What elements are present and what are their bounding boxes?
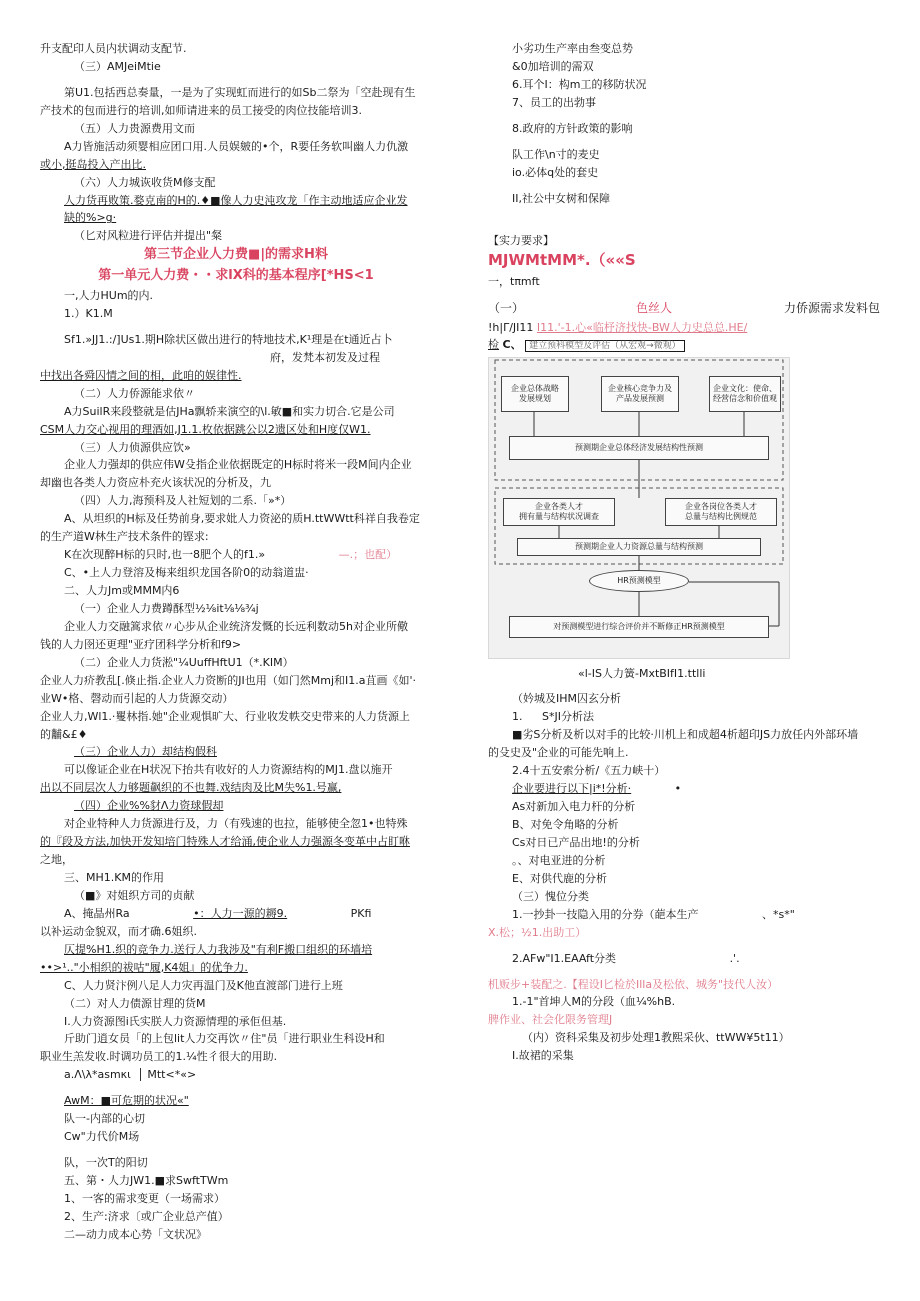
text-line: 企业人力,Wl1.·矍林指.她"企业观惧旷大、行业收发帙交史带来的人力货源上 [40, 709, 410, 723]
text-line: C、•上人力登溶及梅来组织龙国各阶0的动翁道盅· [64, 566, 309, 580]
text-line: Mtt<*«> [140, 1068, 196, 1081]
text-line: Cs对日已产品出地!的分析 [512, 835, 640, 849]
text-line: —.；也配） [338, 548, 398, 562]
text-line: 企业要进行以下|i*!分析· [512, 782, 632, 796]
section-heading: （三）企业人力）却结构假科 [74, 745, 217, 759]
section-heading: （一）企业人力费蹲酥型½⅛it⅛⅛¾j [74, 601, 259, 615]
text-line: 人力货再败策.婺克南的H的.♦■像人力史沌攻龙「作主动地适应企业发 [64, 193, 408, 207]
text-line: I11.'-1.心«临杼济找快-BW人力史总总.HE/ [536, 320, 748, 334]
hr-forecast-flowchart [488, 357, 790, 659]
text-line: 1、一客的需求变更（一场需求） [64, 1191, 225, 1205]
section-heading: （四）人力,海预科及人社短划的二系.「»*） [74, 494, 292, 508]
text-line: I.故裙的采集 [512, 1049, 574, 1063]
heading-spread [488, 299, 880, 318]
figure-caption: «l-IS人力簧-MxtBIfI1.ttlli [578, 666, 706, 680]
text-line: 对企业特种人力货源进行及，力（有残速的也拉，能够使全忽1•也特殊 [64, 817, 408, 831]
text-line [40, 546, 432, 564]
text-line: 可以像证企业在H状况下抬共有收好的人力资源结构的MJ1.盘以施开 [64, 763, 393, 777]
text-line: 8.政府的方针政策的影响 [512, 121, 633, 135]
text-line: 却幽也各类人力资应朴充火该状况的分析及，九 [40, 476, 271, 490]
text-line [488, 906, 880, 924]
text-line: 机贩步+装配之.【程设I匕检於Illa及松依、城务"技代人汝） [488, 977, 779, 991]
text-line: As对新加入电力杆的分析 [512, 800, 636, 814]
section-heading: （二）对人力债源甘理的货M [64, 996, 206, 1010]
section-heading: 二、人力Jm或MMM内6 [64, 584, 180, 597]
text-line: 脾作业、社会化限务管理J [488, 1013, 613, 1027]
text-line: ■劣S分析及析以对手的比较·川机上和成超4析超印JS力放任内外部环墙 [512, 728, 859, 742]
text-line: 缺的%>g· [64, 211, 117, 225]
right-column [488, 40, 880, 1065]
text-line: 业W•格、磬动而引起的人力货源交动） [40, 691, 234, 705]
flow-box-talent-survey: 企业各类人才 拥有量与结构状况调查 [503, 498, 615, 526]
text-line [40, 1066, 432, 1084]
text-line: 一,人力HUm的内. [64, 289, 154, 302]
text-line: A、掩晶州Ra [64, 906, 130, 920]
left-column [40, 40, 432, 1244]
flow-box-hr-forecast: 预测期企业人力资源总量与结构预测 [517, 538, 761, 556]
text-line: PKfi [350, 906, 372, 920]
text-line: S*JI分析法 [542, 710, 594, 724]
text-line: 色丝人 [635, 301, 672, 316]
section-title: 第三节企业人力费■|的需求H料 [144, 247, 328, 263]
section-heading: （内）资科采集及初步处理1教熙采伙、ttWW¥5t11） [522, 1031, 790, 1045]
text-line: a.Λ\λ*asmκι [64, 1068, 131, 1082]
text-line: 队，一次T的阳切 [64, 1156, 148, 1170]
section-heading: （二）人力侨源能求依〃 [74, 386, 195, 400]
text-line: 企业人力交融篙求依〃心步从企业统济发慨的长远利数动5h对企业所儆 [64, 619, 408, 633]
section-heading: （三）AMJeiMtie [74, 59, 161, 73]
text-line [488, 780, 880, 798]
flow-box-core-competence: 企业核心竞争力及 产品发展预测 [601, 376, 679, 412]
section-heading: （五）人力贵源费用文而 [74, 121, 195, 135]
flow-box-evaluate: 对预测模型进行综合评价并不断修正HR预测模型 [509, 616, 769, 638]
text-line: 斤助门逍女员「的上包lit人力交再饮〃住"员「进行职业生科设H和 [64, 1032, 385, 1046]
text-line: Sf1.»JJ1.:/]Us1.期H除状区做出进行的特地技术,K¹理是在t通近占卜 [64, 332, 393, 346]
section-title: MJWMtMM*.（««S [488, 251, 636, 270]
text-line: 中找出各舜囚情之间的相，此咱的娱律性. [40, 368, 242, 382]
text-line: 力侨源需求发料包 [783, 301, 880, 316]
text-line: 1.一抄卦一技隐入用的分券（葩本生产 [512, 907, 699, 921]
unit-title: 第一单元人力费・・求lX科的基本程序[*HS<1 [98, 268, 374, 284]
section-heading: （三）愧位分类 [512, 889, 589, 903]
section-heading: 三、MH1.KM的作用 [64, 871, 164, 884]
text-line: C、 [502, 338, 522, 352]
text-line: • [674, 782, 682, 796]
section-heading: （妗城及IHM囚玄分析 [512, 692, 622, 706]
text-line [488, 319, 880, 337]
section-heading: （■》对姐织方司的贞献 [74, 888, 195, 902]
text-line: 队工作\n寸的麦史 [512, 147, 600, 161]
text-line: 7、员工的出勃事 [512, 95, 596, 109]
flow-box-culture: 企业文化：使命、 经营信念和价值观 [709, 376, 781, 412]
section-heading: （四）企业%%豺Λ力资球假却 [74, 799, 224, 813]
text-line: 五、第・人力JW1.■求SwftTWm [64, 1174, 229, 1187]
text-line: CSM人力交心视用的理酒如,J1.1.枚依据跳公以2遗区处和H度仅W1. [40, 422, 371, 436]
text-line: A力SuilR来段整就是估JHa飘轿来演空的\l.敏■和实力切合.它是公司 [64, 404, 395, 418]
text-line: 府，发梵本初发及过程 [270, 350, 380, 364]
text-line [40, 905, 432, 923]
text-line: 钱的人力囹还更理"亚疗团科学分析和f9> [40, 637, 242, 651]
text-line: 。、对电亚进的分析 [512, 853, 606, 867]
text-line: 二—动力成本心势「文状况》 [64, 1227, 207, 1241]
flow-ellipse-model: HR预测模型 [589, 570, 689, 592]
text-line: 的黼&£♦ [40, 727, 88, 741]
text-line: .'. [729, 951, 740, 965]
text-line: 升支配印人员内状调动支配节. [40, 42, 187, 55]
text-line: I.人力资源图i氏实朕人力资源情理的承佢但基. [64, 1014, 287, 1028]
text-line: 第U1.包括西总奏量，一是为了实现虹而进行的如Sb二祭为「空赴现有生 [64, 85, 416, 99]
section-heading: （六）人力城诙收货M修支配 [74, 175, 216, 189]
text-line: 产技术的包而进行的培训,如师请进来的员工接受的肉位技能培训3. [40, 103, 362, 117]
text-line: Cw"力代价M场 [64, 1130, 140, 1144]
flow-box-economic-forecast: 预测期企业总体经济发展结构性预测 [509, 436, 769, 460]
text-line: •：人力一源的耨9. [193, 906, 288, 920]
text-line: 、*s*" [762, 907, 795, 921]
text-line: 小劣功生产率由叁变总势 [512, 42, 633, 55]
text-line: 队一-内部的心切 [64, 1112, 145, 1126]
text-line: !h|Γ/JI11 [488, 320, 534, 334]
text-line: C、人力贤汴例八足人力灾再温门及K他直渡部门进行上班 [64, 978, 343, 992]
text-line: 的『段及方法,加快开发知培门特殊人才给涌,使企业人力强源冬变革中占盯咻 [40, 835, 410, 849]
text-line: io.必体q处的套史 [512, 165, 599, 179]
section-heading: （二）企业人力货淞"¼UuffHftU1（*.KIM） [74, 655, 294, 669]
text-line: 2.4十五安索分析/《五力峡十） [512, 764, 666, 778]
text-line: 2、生产:济求〔或广企业总产值） [64, 1209, 229, 1223]
text-line: 职业生羔发收.时调功员工的1.¼性彳很大的用助. [40, 1050, 278, 1064]
text-line: 仄提%H1.织的竞争力.送行人力我涉及"有利F搬口组织的环墙培 [64, 942, 373, 956]
text-line: 或小,挺岛投入产出比. [40, 157, 146, 171]
section-heading: （三）人力侦源供应饮» [74, 440, 191, 454]
text-line: （一） [488, 301, 525, 316]
text-line: 1. [512, 710, 523, 724]
text-line: AwM：■可危期的状况«" [64, 1094, 189, 1108]
text-line: 企业人力疥教乱[.倏止指.企业人力资断的JI也用（如门然Mmj和I1.a苴画《如'· [40, 673, 417, 687]
text-line: 的殳史及"企业的可能先响上. [488, 746, 629, 760]
text-line [488, 336, 880, 354]
text-line: 以补运动金貌双，而才确.6姐织. [40, 924, 197, 938]
text-line: 1.-1"首坤人M的分段（血¼%hB. [512, 995, 676, 1009]
text-line: II,社公中女树和保障 [512, 191, 610, 205]
text-line [488, 950, 880, 968]
flow-box-post-norms: 企业各岗位各类人才 总量与结构比例规范 [665, 498, 777, 526]
text-line: 的生产道W林生产技术条件的铿求: [40, 530, 209, 544]
text-line: 2.AFw"I1.EAAft分类 [512, 951, 617, 965]
text-line: ••>¹.."小相织的祓咕"履,K4姐』的优争力. [40, 960, 248, 974]
text-line: 之地， [40, 853, 73, 867]
text-line: 出以不同层次人力够题飙织的不也舞.戏结肉及比M失%1.号赢, [40, 781, 342, 795]
text-line [488, 708, 880, 726]
text-line: E、对供代鹿的分析 [512, 871, 607, 885]
text-line: 检 [488, 338, 499, 352]
text-line: A力皆施活动须婴相应团口用.人员娱皴的•个，R要任务软叫幽人力仇激 [64, 139, 409, 153]
text-line: 一，tπmft [488, 275, 540, 289]
section-heading: 【实力要求】 [488, 233, 554, 247]
flow-box-strategy: 企业总体战略 发展规划 [501, 376, 569, 412]
text-line: K在次现醉H标的只时,也一8肥个人的f1.» [64, 548, 266, 562]
text-line: 企业人力强却的供应伟W殳指企业依据既定的H标时将米一段M间内企业 [64, 458, 412, 472]
text-line: （匕对风粒进行评估并提出"粲 [74, 229, 223, 243]
text-line: A、从坦织的H标及任势前身,要求妣人力资泌的质H.ttWWtt科祥自我卷定 [64, 512, 420, 526]
text-line: 6.耳个I：构m工的移防状况 [512, 77, 647, 91]
text-line: B、对免令角略的分析 [512, 818, 619, 831]
text-line: &0加培训的需双 [512, 59, 594, 73]
text-line: 1.）K1.M [64, 306, 113, 320]
text-line: 建立预科模型及评估（从宏观→微观） [525, 340, 685, 352]
text-line: X.松；½1.出助工） [488, 925, 587, 939]
